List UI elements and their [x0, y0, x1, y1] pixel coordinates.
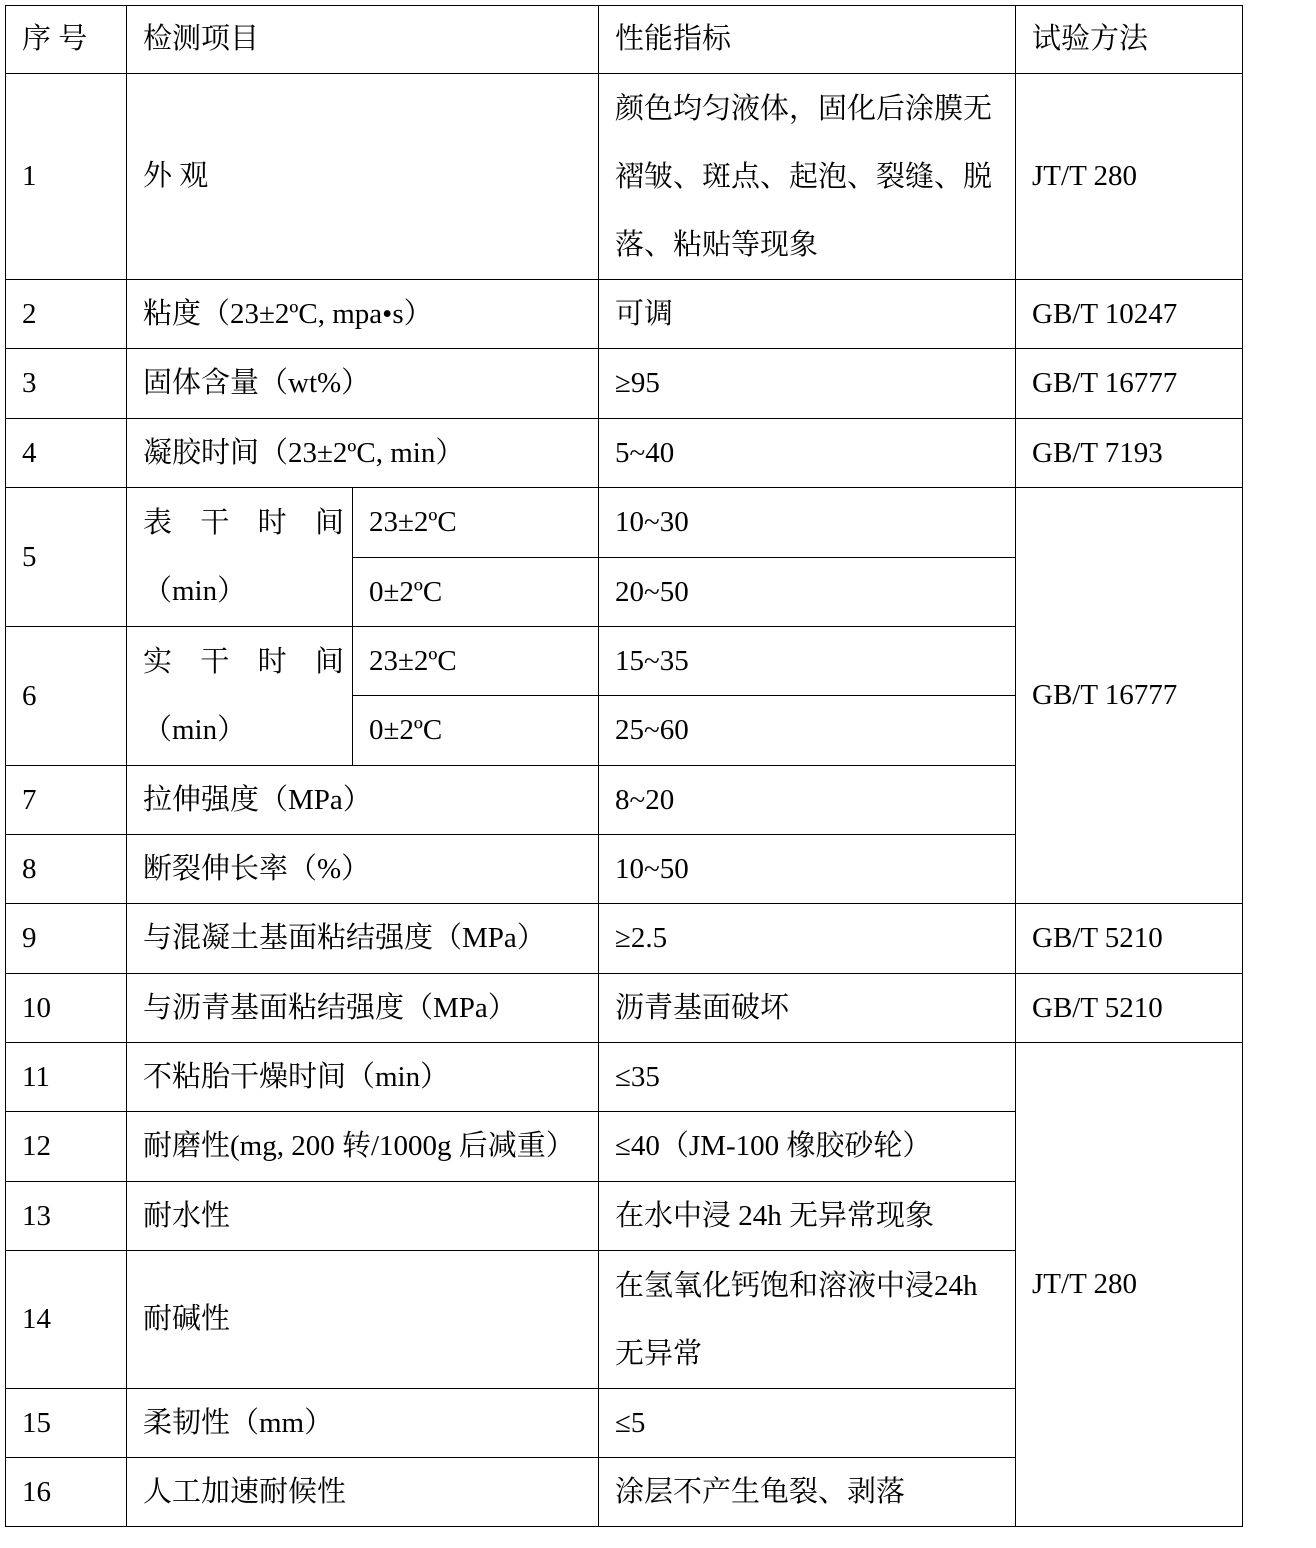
row-index: 2 [6, 280, 127, 349]
test-method: GB/T 16777 [1016, 488, 1243, 904]
header-performance: 性能指标 [599, 6, 1016, 74]
test-item-line: （min） [143, 714, 247, 746]
test-item: 耐碱性 [127, 1251, 599, 1389]
table-row [6, 488, 1243, 558]
test-item: 固体含量（wt%） [127, 349, 599, 419]
performance-value [599, 1251, 1016, 1389]
test-item-line: （min） [143, 575, 247, 607]
row-index: 12 [6, 1112, 127, 1182]
performance-value: ≥95 [599, 349, 1016, 419]
performance-value: ≤5 [599, 1389, 1016, 1458]
performance-value: 5~40 [599, 419, 1016, 488]
performance-value [599, 74, 1016, 280]
test-method: GB/T 5210 [1016, 904, 1243, 974]
performance-value: 沥青基面破坏 [599, 974, 1016, 1043]
test-item: 断裂伸长率（%） [127, 835, 599, 904]
performance-value: 20~50 [599, 558, 1016, 627]
row-index: 8 [6, 835, 127, 904]
test-item: 柔韧性（mm） [127, 1389, 599, 1458]
row-index: 13 [6, 1182, 127, 1251]
row-index: 14 [6, 1251, 127, 1389]
performance-line: 在氢氧化钙饱和溶液中浸24h [615, 1269, 978, 1302]
test-item: 人工加速耐候性 [127, 1458, 599, 1527]
test-item: 外 观 [127, 74, 599, 280]
performance-line: 无异常 [615, 1337, 703, 1370]
table-row [6, 349, 1243, 419]
row-index: 11 [6, 1043, 127, 1112]
test-item: 耐水性 [127, 1182, 599, 1251]
table-row [6, 1043, 1243, 1112]
test-item [127, 488, 353, 627]
test-method: GB/T 5210 [1016, 974, 1243, 1043]
performance-value: ≤35 [599, 1043, 1016, 1112]
test-method: GB/T 10247 [1016, 280, 1243, 349]
test-item: 与沥青基面粘结强度（MPa） [127, 974, 599, 1043]
test-item [127, 627, 353, 766]
header-method: 试验方法 [1016, 6, 1243, 74]
row-index: 16 [6, 1458, 127, 1527]
performance-value: 25~60 [599, 696, 1016, 766]
performance-value: 10~30 [599, 488, 1016, 558]
condition-temp: 23±2ºC [353, 488, 599, 558]
row-index: 4 [6, 419, 127, 488]
performance-value: 在水中浸 24h 无异常现象 [599, 1182, 1016, 1251]
table-row [6, 280, 1243, 349]
row-index: 9 [6, 904, 127, 974]
performance-value: 10~50 [599, 835, 1016, 904]
performance-value: 15~35 [599, 627, 1016, 696]
performance-line: 落、粘贴等现象 [615, 228, 819, 261]
test-item: 与混凝土基面粘结强度（MPa） [127, 904, 599, 974]
test-item: 不粘胎干燥时间（min） [127, 1043, 599, 1112]
test-item: 拉伸强度（MPa） [127, 766, 599, 835]
performance-value: ≤40（JM-100 橡胶砂轮） [599, 1112, 1016, 1182]
row-index: 1 [6, 74, 127, 280]
row-index: 15 [6, 1389, 127, 1458]
table-row [6, 904, 1243, 974]
performance-line: 褶皱、斑点、起泡、裂缝、脱 [615, 160, 993, 193]
condition-temp: 0±2ºC [353, 696, 599, 766]
header-row [6, 6, 1243, 74]
condition-temp: 23±2ºC [353, 627, 599, 696]
test-item: 粘度（23±2ºC, mpa•s） [127, 280, 599, 349]
header-item: 检测项目 [127, 6, 599, 74]
row-index: 7 [6, 766, 127, 835]
performance-value: ≥2.5 [599, 904, 1016, 974]
row-index: 3 [6, 349, 127, 419]
header-index: 序 号 [6, 6, 127, 74]
test-item: 凝胶时间（23±2ºC, min） [127, 419, 599, 488]
test-item-line: 表 干 时 间 [143, 507, 344, 539]
test-method: JT/T 280 [1016, 74, 1243, 280]
row-index: 5 [6, 488, 127, 627]
test-method: GB/T 7193 [1016, 419, 1243, 488]
performance-value: 涂层不产生龟裂、剥落 [599, 1458, 1016, 1527]
test-item-line: 实 干 时 间 [143, 646, 344, 678]
condition-temp: 0±2ºC [353, 558, 599, 627]
performance-value: 8~20 [599, 766, 1016, 835]
table-row [6, 974, 1243, 1043]
row-index: 6 [6, 627, 127, 766]
row-index: 10 [6, 974, 127, 1043]
table-row [6, 419, 1243, 488]
performance-line: 颜色均匀液体，固化后涂膜无 [615, 92, 993, 125]
test-item: 耐磨性(mg, 200 转/1000g 后减重） [127, 1112, 599, 1182]
performance-value: 可调 [599, 280, 1016, 349]
spec-table [5, 5, 1243, 1527]
test-method: JT/T 280 [1016, 1043, 1243, 1527]
test-method: GB/T 16777 [1016, 349, 1243, 419]
table-row [6, 74, 1243, 280]
